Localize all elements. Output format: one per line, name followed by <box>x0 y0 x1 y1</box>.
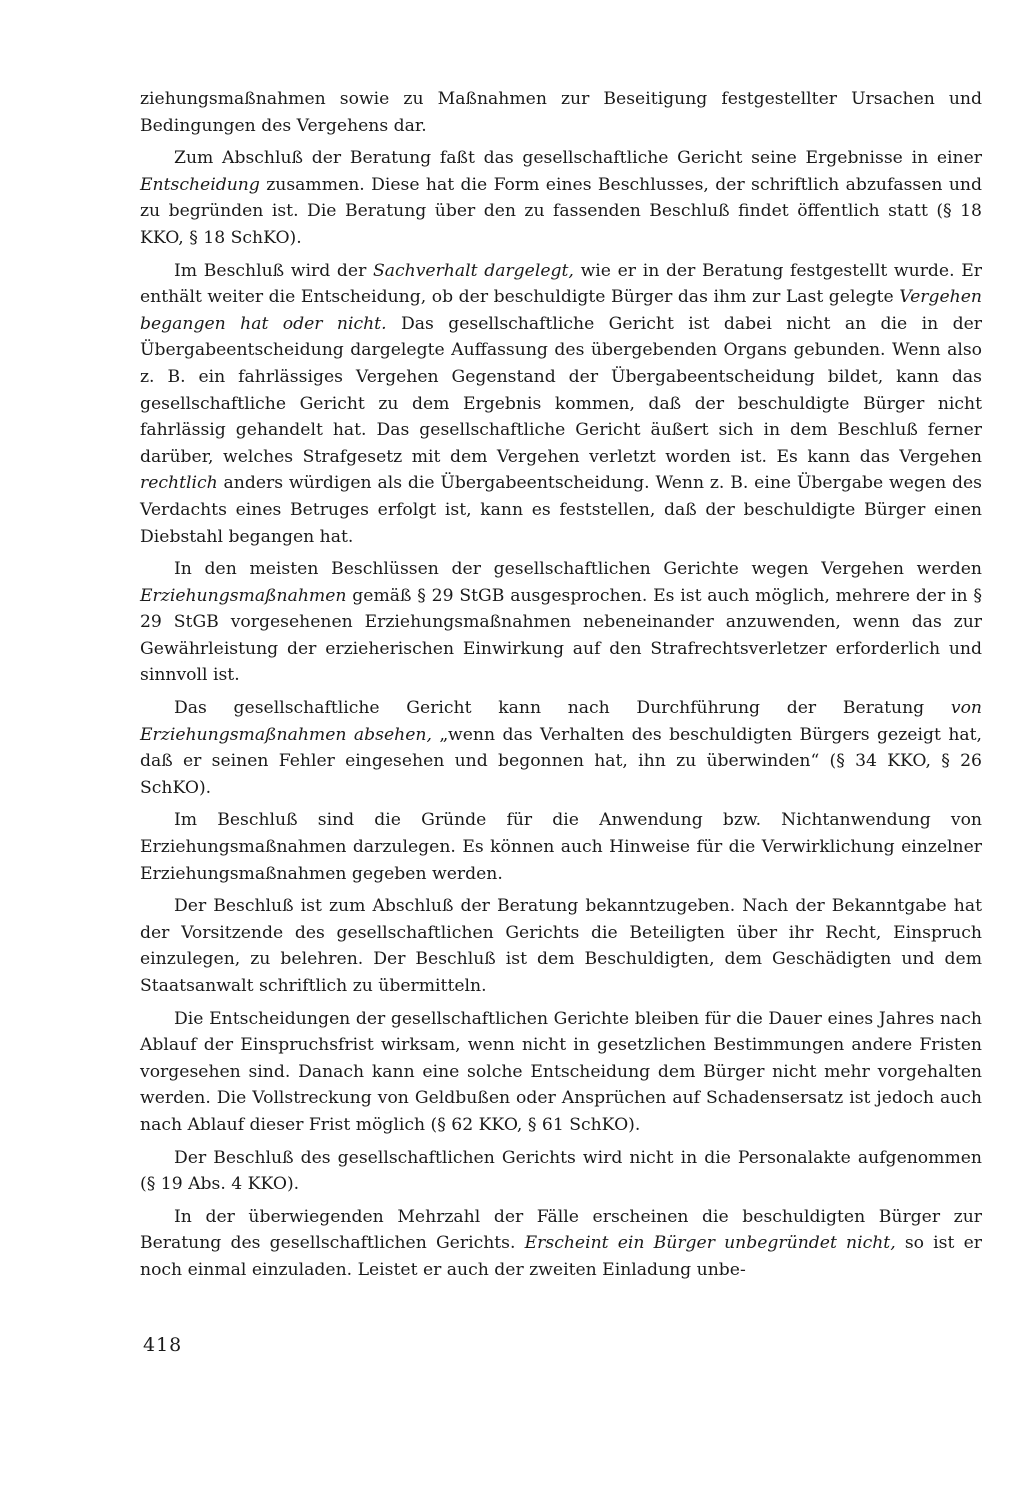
page-number: 418 <box>143 1334 183 1356</box>
emphasized-text: Entscheidung <box>140 174 260 195</box>
paragraph-text: Im Beschluß wird der <box>174 260 373 281</box>
emphasized-text: von Erziehungsmaßnahmen absehen, <box>140 698 982 745</box>
paragraph-text: Zum Abschluß der Beratung faßt das gesellschaftliche Gericht seine Ergebnisse in einer <box>174 148 982 169</box>
paragraph-text: anders würdigen als die Übergabeentscheidung. Wenn z. B. eine Übergabe wegen des Verdachts eines Betruges erfolgt ist, kann es feststellen, daß der beschuldigte Bürger einen Diebstahl begangen hat. <box>140 473 982 547</box>
emphasized-text: Erscheint ein Bürger unbegründet nicht, <box>524 1233 896 1254</box>
paragraph-text: Das gesellschaftliche Gericht ist dabei nicht an die in der Übergabeentscheidung dargelegte Auffassung des übergebenden Organs gebunden. Wenn also z. B. ein fahrlässiges Vergehen Gegenstand der Übergabeentscheidung bildet, kann das gesellschaftliche Gericht zu dem Ergebnis kommen, daß der beschuldigte Bürger nicht fahrlässig gehandelt hat. Das gesellschaftliche Gericht äußert sich in dem Beschluß ferner darüber, welches Strafgesetz mit dem Vergehen verletzt worden ist. Es kann das Vergehen <box>140 313 982 467</box>
paragraph-text: ziehungsmaßnahmen sowie zu Maßnahmen zur Beseitigung festgestellter Ursachen und Bedingungen des Vergehens dar. <box>140 89 982 136</box>
paragraph-6 <box>140 807 982 887</box>
paragraph-text: Der Beschluß ist zum Abschluß der Beratung bekanntzugeben. Nach der Bekanntgabe hat der Vorsitzende des gesellschaftlichen Gerichts die Beteiligten über ihr Recht, Einspruch einzulegen, zu belehren. Der Beschluß ist dem Beschuldigten, dem Geschädigten und dem Staatsanwalt schriftlich zu übermitteln. <box>140 896 982 996</box>
paragraph-text: gemäß § 29 StGB ausgesprochen. Es ist auch möglich, mehrere der in § 29 StGB vorgesehenen Erziehungsmaßnahmen nebeneinander anzuwenden, wenn das zur Gewährleistung der erzieherischen Einwirkung auf den Strafrechtsverletzer erforderlich und sinnvoll ist. <box>140 585 982 686</box>
book-page-body <box>140 86 982 1290</box>
paragraph-text: In der überwiegenden Mehrzahl der Fälle erscheinen die beschuldigten Bürger zur Beratung des gesellschaftlichen Gerichts. <box>140 1206 982 1254</box>
paragraph-7 <box>140 893 982 999</box>
paragraph-3 <box>140 258 982 551</box>
emphasized-text: Vergehen begangen hat oder nicht. <box>140 287 982 334</box>
emphasized-text: Sachverhalt dargelegt, <box>372 260 574 281</box>
paragraph-1 <box>140 86 982 139</box>
paragraph-4 <box>140 556 982 689</box>
emphasized-text: Erziehungsmaßnahmen <box>140 585 347 606</box>
paragraph-text: In den meisten Beschlüssen der gesellschaftlichen Gerichte wegen Vergehen werden <box>174 559 982 580</box>
paragraph-9 <box>140 1145 982 1198</box>
paragraph-text: Die Entscheidungen der gesellschaftlichen Gerichte bleiben für die Dauer eines Jahres nach Ablauf der Einspruchsfrist wirksam, wenn nicht in gesetzlichen Bestimmungen andere Fristen vorgesehen sind. Danach kann eine solche Entscheidung dem Bürger nicht mehr vorgehalten werden. Die Vollstreckung von Geldbußen oder Ansprüchen auf Schadensersatz ist jedoch auch nach Ablauf dieser Frist möglich (§ 62 KKO, § 61 SchKO). <box>140 1008 982 1135</box>
paragraph-2 <box>140 145 982 251</box>
paragraph-5 <box>140 695 982 801</box>
paragraph-10 <box>140 1204 982 1284</box>
paragraph-text: zusammen. Diese hat die Form eines Beschlusses, der schriftlich abzufassen und zu begründen ist. Die Beratung über den zu fassenden Beschluß findet öffentlich statt (§ 18 KKO, § 18 SchKO). <box>140 174 982 248</box>
paragraph-text: Der Beschluß des gesellschaftlichen Gerichts wird nicht in die Personalakte aufgenommen (§ 19 Abs. 4 KKO). <box>140 1147 982 1195</box>
paragraph-text: „wenn das Verhalten des beschuldigten Bürgers gezeigt hat, daß er seinen Fehler eingesehen und begonnen hat, ihn zu überwinden“ (§ 34 KKO, § 26 SchKO). <box>140 724 983 798</box>
paragraph-8 <box>140 1006 982 1139</box>
paragraph-text: so ist er noch einmal einzuladen. Leistet er auch der zweiten Einladung unbe- <box>140 1233 982 1280</box>
emphasized-text: rechtlich <box>140 473 218 494</box>
paragraph-text: Im Beschluß sind die Gründe für die Anwendung bzw. Nichtanwendung von Erziehungsmaßnahmen darzulegen. Es können auch Hinweise für die Verwirklichung einzelner Erziehungsmaßnahmen gegeben werden. <box>140 810 982 884</box>
paragraph-text: Das gesellschaftliche Gericht kann nach Durchführung der Beratung <box>174 698 951 719</box>
paragraph-text: wie er in der Beratung festgestellt wurde. Er enthält weiter die Entscheidung, ob der beschuldigte Bürger das ihm zur Last gelegte <box>140 260 982 308</box>
